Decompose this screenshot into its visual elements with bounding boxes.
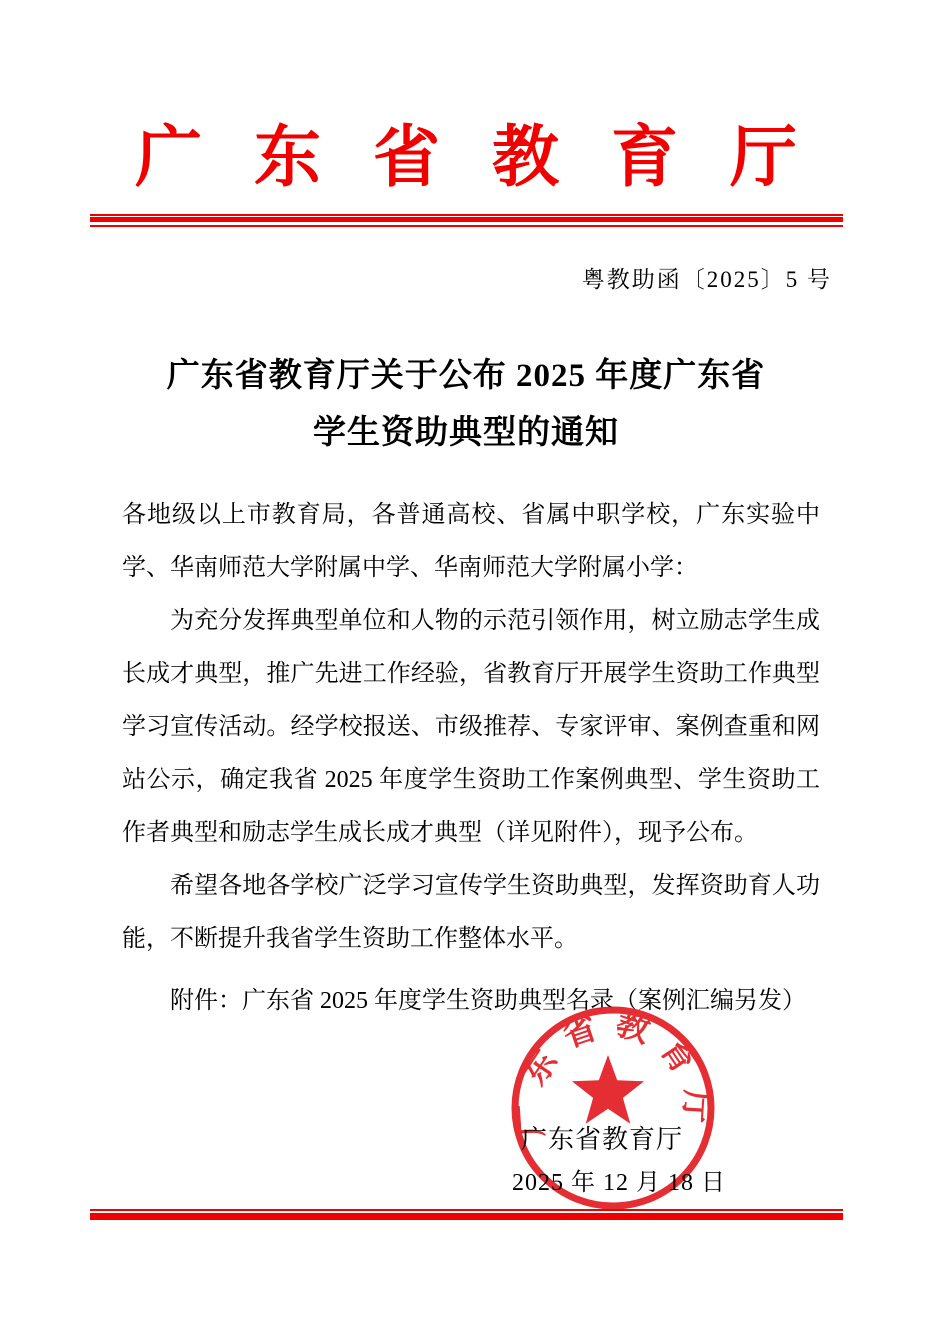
separator-line [90,225,843,227]
body-paragraph: 为充分发挥典型单位和人物的示范引领作用，树立励志学生成长成才典型，推广先进工作经验，省教育厅开展学生资助工作典型学习宣传活动。经学校报送、市级推荐、专家评审、案例查重和网站公示，确定我省 2025 年度学生资助工作案例典型、学生资助工作者典型和励志学生成长成才典型（详见附件），现予公布。 [122,608,820,846]
body-paragraph-salutation: 各地级以上市教育局，各普通高校、省属中职学校，广东实验中学、华南师范大学附属中学、华南师范大学附属小学： [122,502,820,581]
document-title-line2: 学生资助典型的通知 [313,415,619,451]
issue-date: 2025 年 12 月 18 日 [512,1170,726,1196]
letterhead-title: 广东省教育厅 [135,121,849,195]
document-title-line1: 广东省教育厅关于公布 2025 年度广东省 [166,358,766,394]
red-separator-top [90,214,843,227]
doc-number: 粤教助函〔2025〕5 号 [581,267,832,292]
attachment-line: 附件：广东省 2025 年度学生资助典型名录（案例汇编另发） [170,988,806,1014]
seal-star [572,1055,644,1124]
document-title [0,348,932,462]
separator-line [90,1213,843,1220]
body-paragraph: 希望各地各学校广泛学习宣传学生资助典型，发挥资助育人功能，不断提升我省学生资助工作整体水平。 [122,873,820,952]
red-separator-bottom [90,1209,843,1220]
issuer-signature: 广东省教育厅 [521,1125,684,1154]
seal-arc-text: 广东省教育厅 [511,1005,715,1139]
document-body [122,489,820,966]
